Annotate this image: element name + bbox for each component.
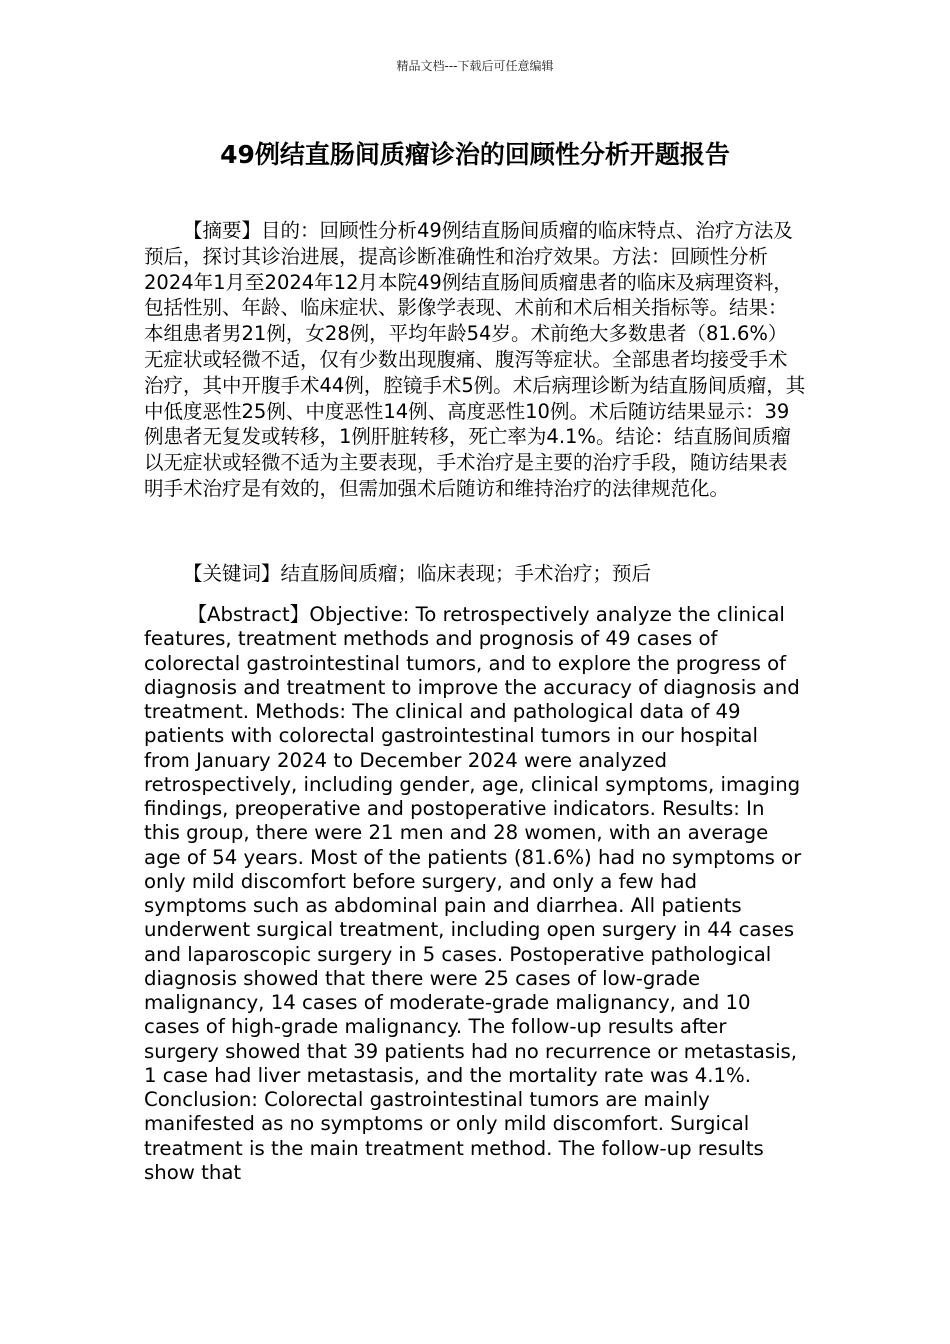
- abstract-english-paragraph: 【Abstract】Objective: To retrospectively analyze the clinical features, treatment methods and prognosis of 49 cases of colorectal gastrointestinal tumors, and to explore the progress of diagnosis and treatment to improve the accuracy of diagnosis and treatment. Methods: The clinical and pathological data of 49 patients with colorectal gastrointestinal tumors in our hospital from January 2024 to December 2024 were analyzed retrospectively, including gender, age, clinical symptoms, imaging findings, preoperative and postoperative indicators. Results: In this group, there were 21 men and 28 women, with an average age of 54 years. Most of the patients (81.6%) had no symptoms or only mild discomfort before surgery, and only a few had symptoms such as abdominal pain and diarrhea. All patients underwent surgical treatment, including open surgery in 44 cases and laparoscopic surgery in 5 cases. Postoperative pathological diagnosis showed that there were 25 cases of low-grade malignancy, 14 cases of moderate-grade malignancy, and 10 cases of high-grade malignancy. The follow-up results after surgery showed that 39 patients had no recurrence or metastasis, 1 case had liver metastasis, and the mortality rate was 4.1%. Conclusion: Colorectal gastrointestinal tumors are mainly manifested as no symptoms or only mild discomfort. Surgical treatment is the main treatment method. The follow-up results show that: [144, 603, 802, 1184]
- keywords-chinese-paragraph: 【关键词】结直肠间质瘤；临床表现；手术治疗；预后: [183, 562, 652, 585]
- page-header-watermark: 精品文档---下载后可任意编辑: [396, 59, 554, 73]
- document-title: 49例结直肠间质瘤诊治的回顾性分析开题报告: [220, 140, 730, 169]
- abstract-chinese-paragraph: 【摘要】目的：回顾性分析49例结直肠间质瘤的临床特点、治疗方法及预后，探讨其诊治进展，提高诊断准确性和治疗效果。方法：回顾性分析2024年1月至2024年12月本院49例结直肠间质瘤患者的临床及病理资料，包括性别、年龄、临床症状、影像学表现、术前和术后相关指标等。结果：本组患者男21例，女28例，平均年龄54岁。术前绝大多数患者（81.6%）无症状或轻微不适，仅有少数出现腹痛、腹泻等症状。全部患者均接受手术治疗，其中开腹手术44例，腔镜手术5例。术后病理诊断为结直肠间质瘤，其中低度恶性25例、中度恶性14例、高度恶性10例。术后随访结果显示：39例患者无复发或转移，1例肝脏转移，死亡率为4.1%。结论：结直肠间质瘤以无症状或轻微不适为主要表现，手术治疗是主要的治疗手段，随访结果表明手术治疗是有效的，但需加强术后随访和维持治疗的法律规范化。: [144, 219, 806, 500]
